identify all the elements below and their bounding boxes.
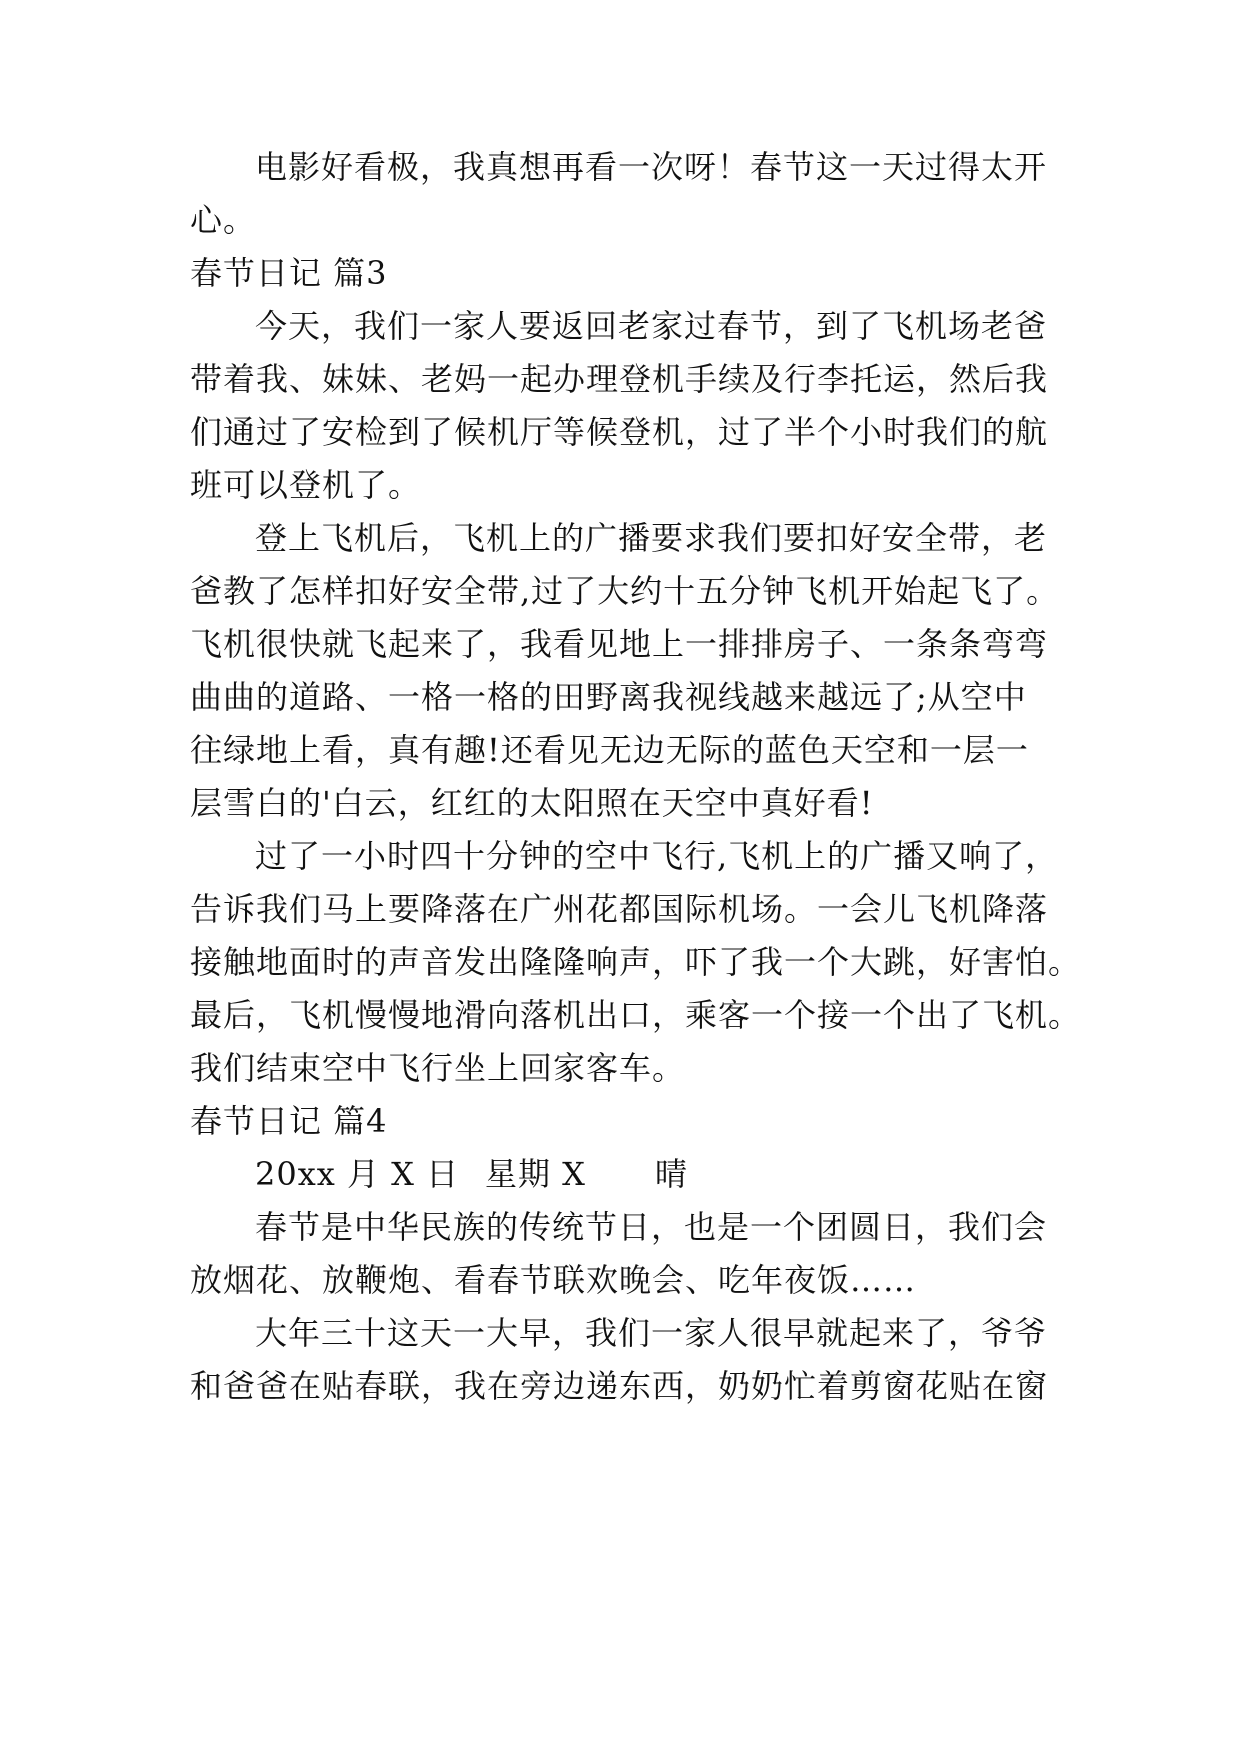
paragraph-line: 接触地面时的声音发出隆隆响声，吓了我一个大跳，好害怕。	[190, 943, 1082, 981]
diary-date: 20xx 月 X 日	[255, 1155, 460, 1193]
paragraph-line: 们通过了安检到了候机厅等候登机，过了半个小时我们的航	[190, 413, 1049, 451]
paragraph-line: 放烟花、放鞭炮、看春节联欢晚会、吃年夜饭……	[190, 1261, 917, 1299]
paragraph-line: 爸教了怎样扣好安全带,过了大约十五分钟飞机开始起飞了。	[190, 572, 1060, 610]
paragraph-line: 大年三十这天一大早，我们一家人很早就起来了，爷爷	[255, 1314, 1048, 1352]
diary-weekday: 星期 X	[485, 1155, 586, 1193]
paragraph-line: 电影好看极，我真想再看一次呀！春节这一天过得太开	[255, 148, 1048, 186]
section-heading: 春节日记 篇3	[190, 254, 388, 292]
paragraph-line: 带着我、妹妹、老妈一起办理登机手续及行李托运，然后我	[190, 360, 1049, 398]
paragraph-line: 今天，我们一家人要返回老家过春节，到了飞机场老爸	[255, 307, 1048, 345]
paragraph-line: 我们结束空中飞行坐上回家客车。	[190, 1049, 686, 1087]
paragraph-line: 春节是中华民族的传统节日，也是一个团圆日，我们会	[255, 1208, 1048, 1246]
paragraph-line: 飞机很快就飞起来了，我看见地上一排排房子、一条条弯弯	[190, 625, 1049, 663]
paragraph-line: 层雪白的'白云，红红的太阳照在天空中真好看!	[190, 784, 874, 822]
date-weather-line	[255, 1154, 1125, 1194]
paragraph-line: 心。	[190, 201, 257, 239]
paragraph-line: 告诉我们马上要降落在广州花都国际机场。一会儿飞机降落	[190, 890, 1049, 928]
paragraph-line: 班可以登机了。	[190, 466, 422, 504]
diary-weather: 晴	[655, 1155, 689, 1193]
paragraph-line: 和爸爸在贴春联，我在旁边递东西，奶奶忙着剪窗花贴在窗	[190, 1367, 1049, 1405]
section-heading: 春节日记 篇4	[190, 1102, 388, 1140]
paragraph-line: 过了一小时四十分钟的空中飞行,飞机上的广播又响了，	[255, 837, 1059, 875]
paragraph-line: 曲曲的道路、一格一格的田野离我视线越来越远了;从空中	[190, 678, 1027, 716]
paragraph-line: 登上飞机后，飞机上的广播要求我们要扣好安全带，老	[255, 519, 1048, 557]
paragraph-line: 最后，飞机慢慢地滑向落机出口，乘客一个接一个出了飞机。	[190, 996, 1082, 1034]
paragraph-line: 往绿地上看，真有趣!还看见无边无际的蓝色天空和一层一	[190, 731, 1029, 769]
